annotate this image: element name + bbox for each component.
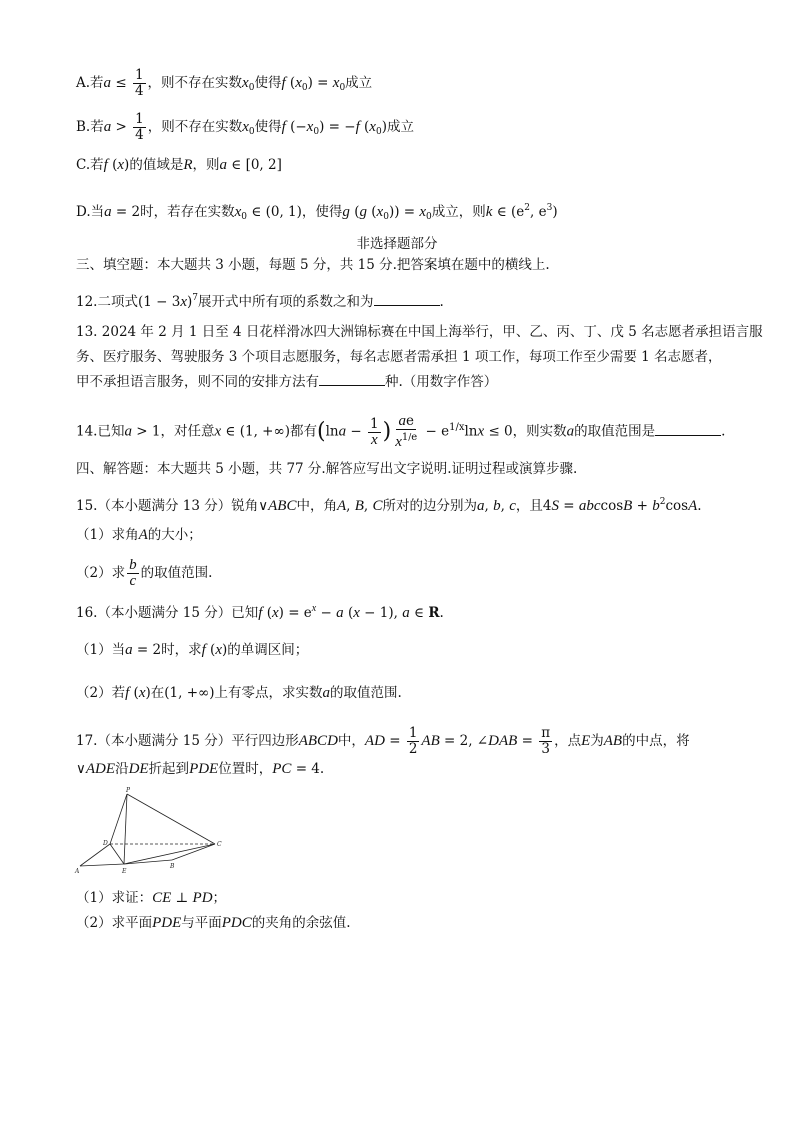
answer-blank[interactable] xyxy=(319,373,385,386)
section-title: 非选择题部分 xyxy=(356,236,438,252)
question-15-part1: （1）求角A的大小； xyxy=(76,527,202,543)
answer-blank[interactable] xyxy=(374,293,440,306)
part4-heading: 四、解答题：本大题共 5 小题，共 77 分.解答应写出文字说明.证明过程或演算步骤. xyxy=(76,461,578,477)
question-16-part1: （1）当a = 2时，求f (x)的单调区间； xyxy=(76,642,309,658)
label-b: B xyxy=(170,863,175,870)
edge-pd xyxy=(110,794,127,844)
question-15-part2: （2）求 $\frac{b}{c}$ 的取值范围. xyxy=(76,557,213,589)
label-p: P xyxy=(126,787,131,794)
fraction-one-quarter: $\frac{1}{4}$ xyxy=(135,111,144,143)
question-15: 15.（本小题满分 13 分）锐角∨ABC中，角A, B, C所对的边分别为a, b, c，且$4S = abccosB + b^2\cos A$. xyxy=(76,497,702,514)
question-14: 14.已知a > 1，对任意x ∈ (1, +∞)都有(lna − $\frac{1}{x}$ ) $\frac{ae}{x^{1/e}}$ − $e^{1/x}\ln x \le 0$，则实数a的取值范围是 . xyxy=(76,413,726,450)
question-17-part2: （2）求平面PDE与平面PDC的夹角的余弦值. xyxy=(76,915,351,931)
part3-heading: 三、填空题：本大题共 3 小题，每题 5 分，共 15 分.把答案填在题中的横线上. xyxy=(76,257,550,273)
option-d: D.当a = 2时，若存在实数$x_0$ ∈ (0, 1)，使得g (g $(x_0)) = x_0$成立，则k ∈ ($e^2$, $e^3$) xyxy=(76,203,558,222)
label-a: A xyxy=(75,868,80,875)
edge-pe xyxy=(124,794,127,864)
question-12: 12.二项式$(1 - 3x)^7$展开式中所有项的系数之和为 . xyxy=(76,293,444,310)
edge-eb xyxy=(124,860,172,864)
question-16: 16.（本小题满分 15 分）已知f $(x) = e^x - a$ (x − 1), a ∈ R. xyxy=(76,603,444,621)
label-c: C xyxy=(217,841,222,848)
label-d: D xyxy=(103,840,108,847)
option-a: A.若a ≤ $\frac{1}{4}$ ，则不存在实数$x_0$使得f $(x_0) = x_0$成立 xyxy=(76,67,373,99)
edge-ae xyxy=(80,864,124,866)
label-e: E xyxy=(122,868,127,875)
question-17-line2: ∨ADE沿DE折起到PDE位置时，PC = 4. xyxy=(76,761,325,777)
option-c: C.若f (x)的值域是R，则a ∈ [0, 2] xyxy=(76,157,282,173)
edge-pc xyxy=(127,794,215,844)
question-13-line2: 务、医疗服务、驾驶服务 3 个项目志愿服务，每名志愿者需承担 1 项工作，每项工作至少需要 1 名志愿者， xyxy=(76,349,722,365)
question-16-part2: （2）若f (x)在(1, +∞)上有零点，求实数a的取值范围. xyxy=(76,685,402,701)
edge-ec xyxy=(124,844,215,864)
fraction-one-quarter: $\frac{1}{4}$ xyxy=(134,67,144,99)
edge-da xyxy=(80,844,110,866)
question-13-line3: 甲不承担语言服务，则不同的安排方法有 种.（用数字作答） xyxy=(76,374,498,390)
folded-parallelogram-figure xyxy=(72,786,222,876)
question-17: 17.（本小题满分 15 分）平行四边形ABCD中，AD = $\frac{1}{2}$ AB = 2, ∠DAB = $\frac{\pi}{3}$ ，点E为AB的中点，将 xyxy=(76,725,690,757)
question-17-part1: （1）求证：CE ⊥ PD； xyxy=(76,890,227,906)
answer-blank[interactable] xyxy=(655,423,721,436)
edge-de xyxy=(110,844,124,864)
option-b: B.若a > $\frac{1}{4}$ ，则不存在实数$x_0$使得f $(-x_0) = -f$ $(x_0)$成立 xyxy=(76,111,414,143)
question-13-line1: 13. 2024 年 2 月 1 日至 4 日花样滑冰四大洲锦标赛在中国上海举行，甲、乙、丙、丁、戊 5 名志愿者承担语言服 xyxy=(76,324,763,340)
